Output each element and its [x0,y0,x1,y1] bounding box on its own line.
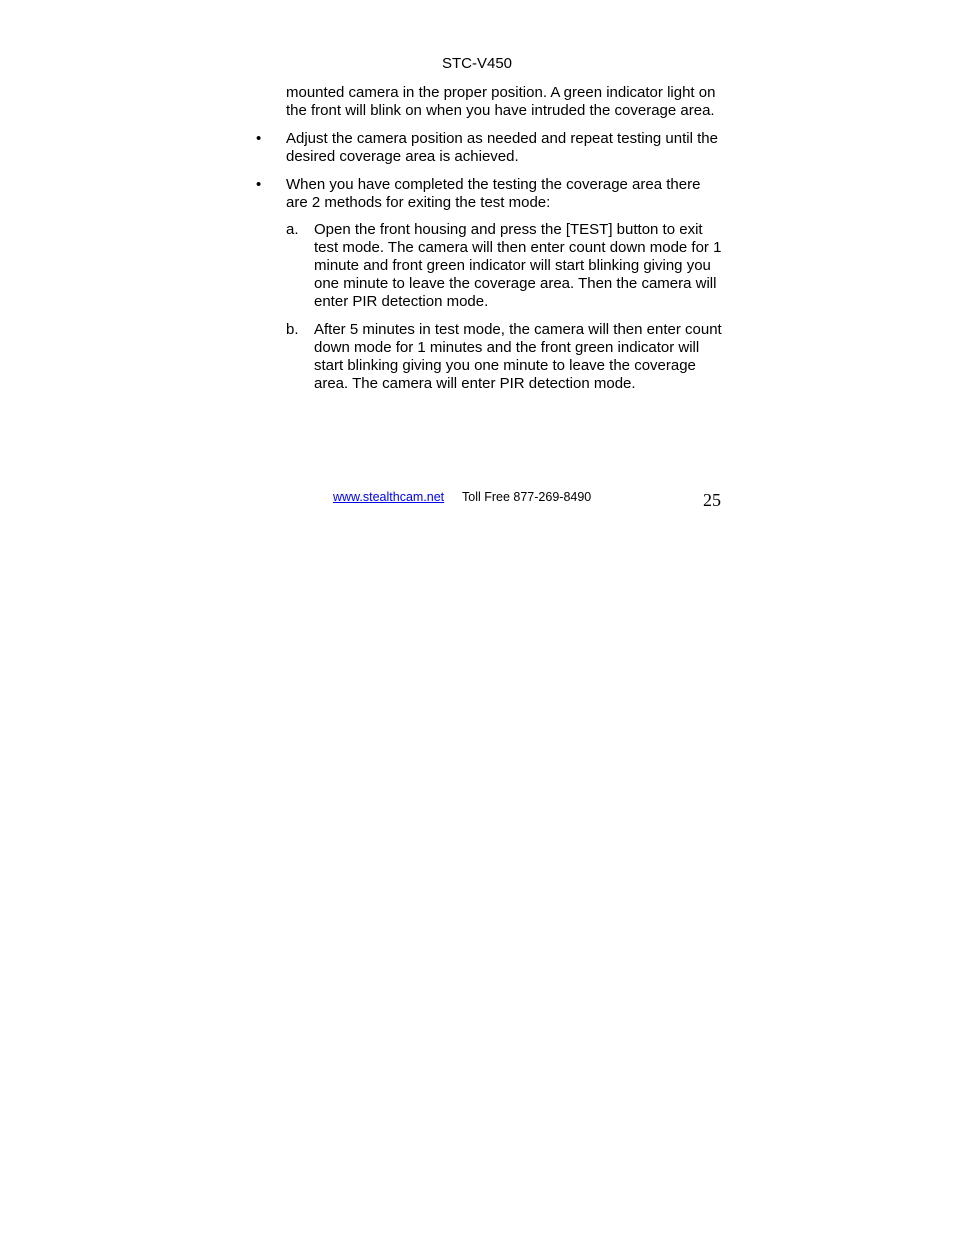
bullet-icon: • [256,175,262,193]
sub-item-letter: b. [286,320,299,338]
exit-methods-list [286,221,724,392]
bullet-icon: • [256,129,262,147]
sub-item-letter: a. [286,221,299,239]
bullet-text: When you have completed the testing the coverage area there are 2 methods for exiting the test mode: [286,175,701,211]
sub-item-text: After 5 minutes in test mode, the camera will then enter count down mode for 1 minutes and the front green indicator will start blinking giving you one minute to leave the coverage area. The camera will enter PIR detection mode. [314,320,722,392]
bullet-text: Adjust the camera position as needed and repeat testing until the desired coverage area is achieved. [286,129,718,165]
list-item [254,176,724,393]
continuation-paragraph: mounted camera in the proper position. A green indicator light on the front will blink on when you have intruded the coverage area. [286,84,716,119]
sub-list-item [286,221,724,311]
page-number: 25 [703,490,721,510]
sub-list-item [286,321,724,393]
toll-free-phone: Toll Free 877-269-8490 [462,490,592,504]
sub-item-text: Open the front housing and press the [TEST] button to exit test mode. The camera will then enter count down mode for 1 minute and front green indicator will start blinking giving you one minute to leave the coverage area. Then the camera will enter PIR detection mode. [314,221,722,311]
website-link[interactable]: www.stealthcam.net [333,490,445,504]
page-content [254,84,724,403]
list-item [254,130,724,166]
page-header [0,55,954,73]
model-name: STC-V450 [441,55,513,72]
